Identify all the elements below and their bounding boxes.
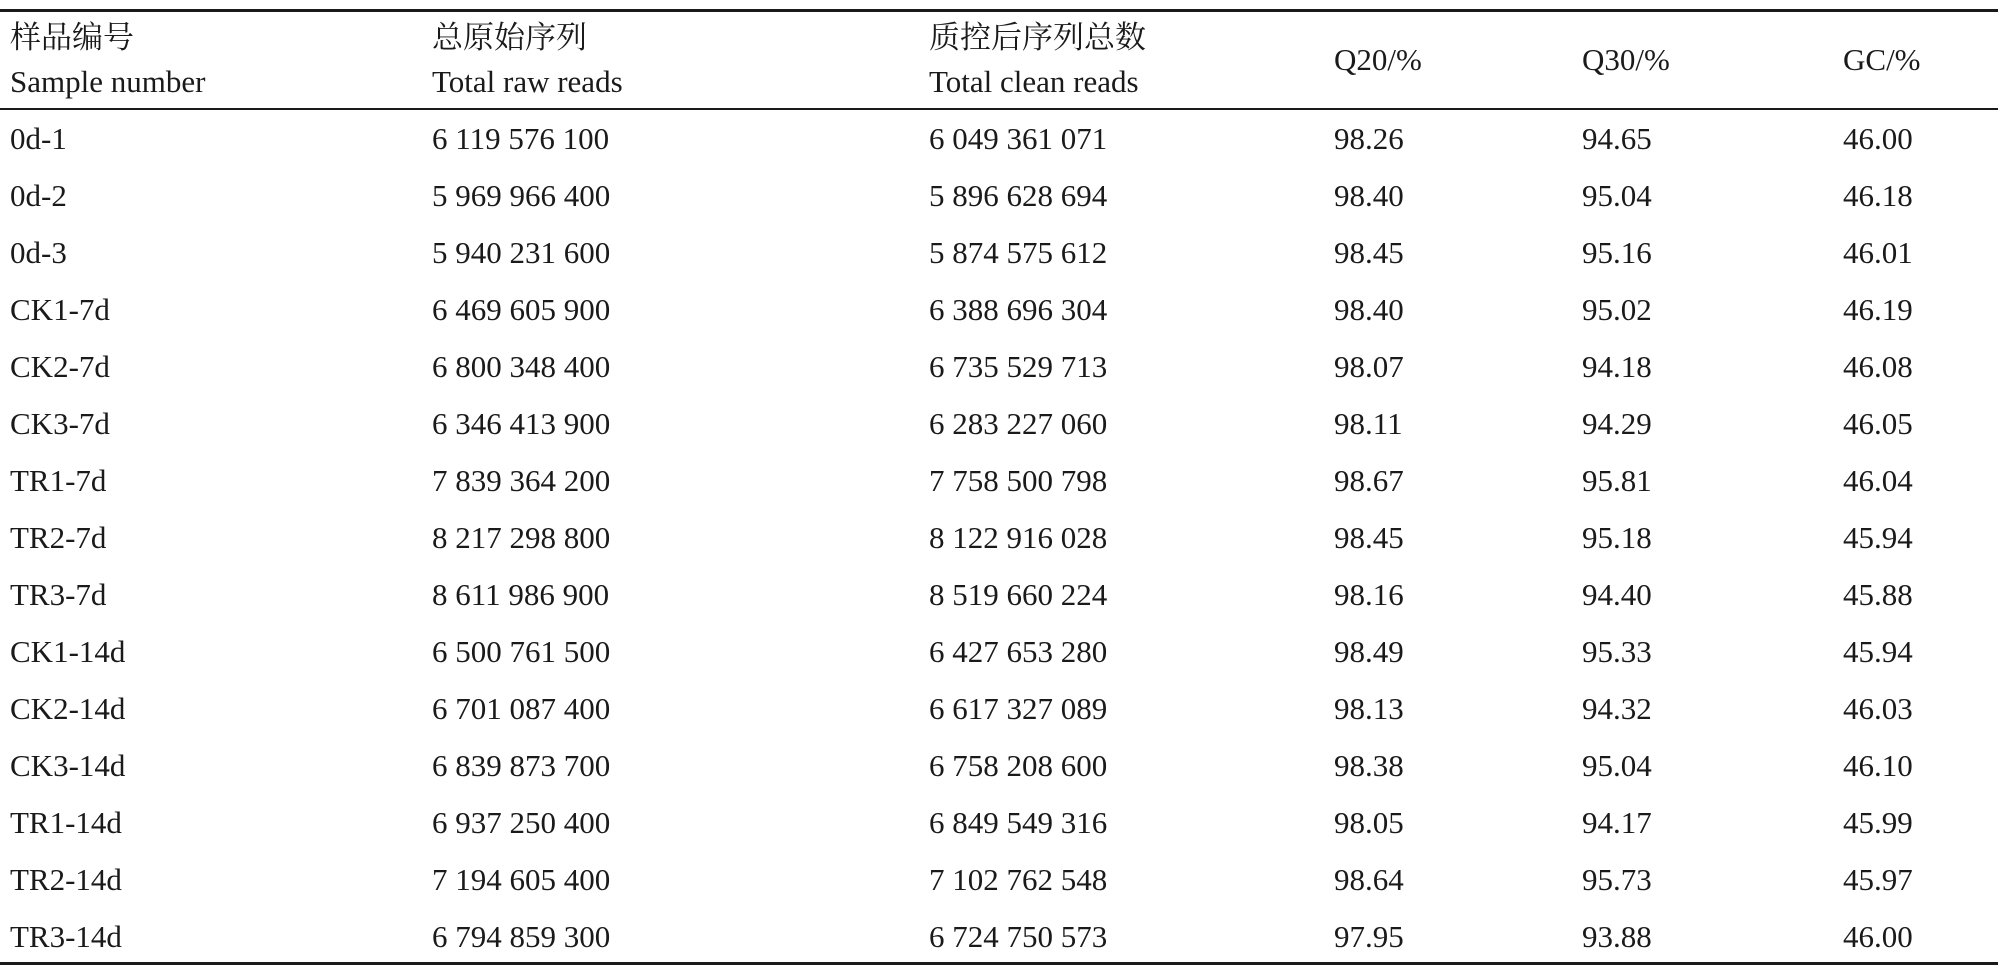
- gc-cell: 46.05: [1843, 406, 1913, 441]
- header-label-zh: 质控后序列总数: [929, 20, 1146, 55]
- gc-cell: 46.01: [1843, 235, 1913, 270]
- table-row: [0, 224, 2000, 281]
- sample-number-cell: 0d-2: [10, 178, 67, 213]
- table-row: [0, 680, 2000, 737]
- q20-cell: 98.45: [1334, 235, 1404, 270]
- sample-number-cell: CK1-7d: [10, 292, 110, 327]
- total-raw-reads-cell: 7 839 364 200: [432, 463, 611, 498]
- header-label-en: Sample number: [10, 64, 206, 99]
- total-raw-reads-cell: 8 611 986 900: [432, 577, 610, 612]
- gc-cell: 46.04: [1843, 463, 1913, 498]
- total-clean-reads-cell: 7 102 762 548: [929, 862, 1108, 897]
- q30-cell: 95.02: [1582, 292, 1652, 327]
- sample-number-cell: 0d-3: [10, 235, 67, 270]
- q30-cell: 94.40: [1582, 577, 1652, 612]
- q20-cell: 98.26: [1334, 121, 1404, 156]
- total-clean-reads-cell: 7 758 500 798: [929, 463, 1108, 498]
- q20-cell: 98.13: [1334, 691, 1404, 726]
- table-row: [0, 110, 2000, 167]
- header-q20: Q20/%: [1334, 42, 1422, 77]
- gc-cell: 45.94: [1843, 634, 1913, 669]
- q30-cell: 94.65: [1582, 121, 1652, 156]
- header-total-raw-reads: [432, 12, 623, 108]
- table-row: [0, 167, 2000, 224]
- q20-cell: 98.38: [1334, 748, 1404, 783]
- q30-cell: 95.04: [1582, 178, 1652, 213]
- total-raw-reads-cell: 6 794 859 300: [432, 919, 611, 954]
- table-row: [0, 623, 2000, 680]
- total-clean-reads-cell: 6 049 361 071: [929, 121, 1108, 156]
- gc-cell: 45.97: [1843, 862, 1913, 897]
- gc-cell: 46.18: [1843, 178, 1913, 213]
- sample-number-cell: CK1-14d: [10, 634, 126, 669]
- q20-cell: 98.07: [1334, 349, 1404, 384]
- sample-number-cell: TR3-14d: [10, 919, 122, 954]
- gc-cell: 46.00: [1843, 121, 1913, 156]
- q30-cell: 94.32: [1582, 691, 1652, 726]
- table-row: [0, 737, 2000, 794]
- q30-cell: 94.18: [1582, 349, 1652, 384]
- q20-cell: 98.05: [1334, 805, 1404, 840]
- sample-number-cell: CK2-14d: [10, 691, 126, 726]
- q20-cell: 98.16: [1334, 577, 1404, 612]
- gc-cell: 46.03: [1843, 691, 1913, 726]
- total-raw-reads-cell: 6 346 413 900: [432, 406, 611, 441]
- header-total-clean-reads: [929, 12, 1146, 108]
- total-clean-reads-cell: 6 427 653 280: [929, 634, 1108, 669]
- table-row: [0, 908, 2000, 965]
- sample-number-cell: CK2-7d: [10, 349, 110, 384]
- q30-cell: 93.88: [1582, 919, 1652, 954]
- sample-number-cell: TR1-7d: [10, 463, 107, 498]
- table-row: [0, 851, 2000, 908]
- total-clean-reads-cell: 6 283 227 060: [929, 406, 1108, 441]
- sample-number-cell: CK3-14d: [10, 748, 126, 783]
- gc-cell: 45.88: [1843, 577, 1913, 612]
- q20-cell: 98.45: [1334, 520, 1404, 555]
- total-clean-reads-cell: 6 617 327 089: [929, 691, 1108, 726]
- q20-cell: 98.67: [1334, 463, 1404, 498]
- table-header-row: [0, 12, 2000, 108]
- table-row: [0, 338, 2000, 395]
- total-raw-reads-cell: 5 969 966 400: [432, 178, 611, 213]
- gc-cell: 46.08: [1843, 349, 1913, 384]
- sample-number-cell: TR1-14d: [10, 805, 122, 840]
- gc-cell: 46.00: [1843, 919, 1913, 954]
- gc-cell: 45.94: [1843, 520, 1913, 555]
- q30-cell: 94.29: [1582, 406, 1652, 441]
- q30-cell: 95.18: [1582, 520, 1652, 555]
- table-bottom-rule: [0, 962, 1998, 965]
- q20-cell: 97.95: [1334, 919, 1404, 954]
- total-raw-reads-cell: 8 217 298 800: [432, 520, 611, 555]
- q20-cell: 98.40: [1334, 178, 1404, 213]
- header-label-zh: 样品编号: [10, 20, 134, 55]
- q20-cell: 98.40: [1334, 292, 1404, 327]
- gc-cell: 46.10: [1843, 748, 1913, 783]
- sample-number-cell: CK3-7d: [10, 406, 110, 441]
- total-raw-reads-cell: 6 839 873 700: [432, 748, 611, 783]
- table-row: [0, 509, 2000, 566]
- q30-cell: 95.04: [1582, 748, 1652, 783]
- q20-cell: 98.11: [1334, 406, 1403, 441]
- header-gc: GC/%: [1843, 42, 1921, 77]
- table-row: [0, 794, 2000, 851]
- header-label-en: Total clean reads: [929, 64, 1139, 99]
- table-body: [0, 110, 2000, 965]
- total-raw-reads-cell: 5 940 231 600: [432, 235, 611, 270]
- q30-cell: 95.81: [1582, 463, 1652, 498]
- total-clean-reads-cell: 6 735 529 713: [929, 349, 1108, 384]
- table-row: [0, 566, 2000, 623]
- total-raw-reads-cell: 6 119 576 100: [432, 121, 610, 156]
- header-q30: Q30/%: [1582, 42, 1670, 77]
- total-raw-reads-cell: 6 701 087 400: [432, 691, 611, 726]
- gc-cell: 45.99: [1843, 805, 1913, 840]
- total-raw-reads-cell: 6 469 605 900: [432, 292, 611, 327]
- q20-cell: 98.64: [1334, 862, 1404, 897]
- q30-cell: 94.17: [1582, 805, 1652, 840]
- gc-cell: 46.19: [1843, 292, 1913, 327]
- total-raw-reads-cell: 6 800 348 400: [432, 349, 611, 384]
- sample-number-cell: TR2-14d: [10, 862, 122, 897]
- total-raw-reads-cell: 7 194 605 400: [432, 862, 611, 897]
- total-clean-reads-cell: 5 874 575 612: [929, 235, 1108, 270]
- table-row: [0, 281, 2000, 338]
- total-clean-reads-cell: 5 896 628 694: [929, 178, 1108, 213]
- q20-cell: 98.49: [1334, 634, 1404, 669]
- header-label-zh: 总原始序列: [432, 20, 587, 55]
- total-clean-reads-cell: 8 519 660 224: [929, 577, 1108, 612]
- total-clean-reads-cell: 6 388 696 304: [929, 292, 1108, 327]
- q30-cell: 95.73: [1582, 862, 1652, 897]
- table-row: [0, 395, 2000, 452]
- total-clean-reads-cell: 8 122 916 028: [929, 520, 1108, 555]
- total-raw-reads-cell: 6 937 250 400: [432, 805, 611, 840]
- sample-number-cell: 0d-1: [10, 121, 67, 156]
- sample-number-cell: TR3-7d: [10, 577, 107, 612]
- sample-number-cell: TR2-7d: [10, 520, 107, 555]
- header-label-en: Total raw reads: [432, 64, 623, 99]
- q30-cell: 95.16: [1582, 235, 1652, 270]
- table-row: [0, 452, 2000, 509]
- total-raw-reads-cell: 6 500 761 500: [432, 634, 611, 669]
- header-sample-number: [10, 12, 205, 108]
- total-clean-reads-cell: 6 849 549 316: [929, 805, 1108, 840]
- total-clean-reads-cell: 6 724 750 573: [929, 919, 1108, 954]
- total-clean-reads-cell: 6 758 208 600: [929, 748, 1108, 783]
- q30-cell: 95.33: [1582, 634, 1652, 669]
